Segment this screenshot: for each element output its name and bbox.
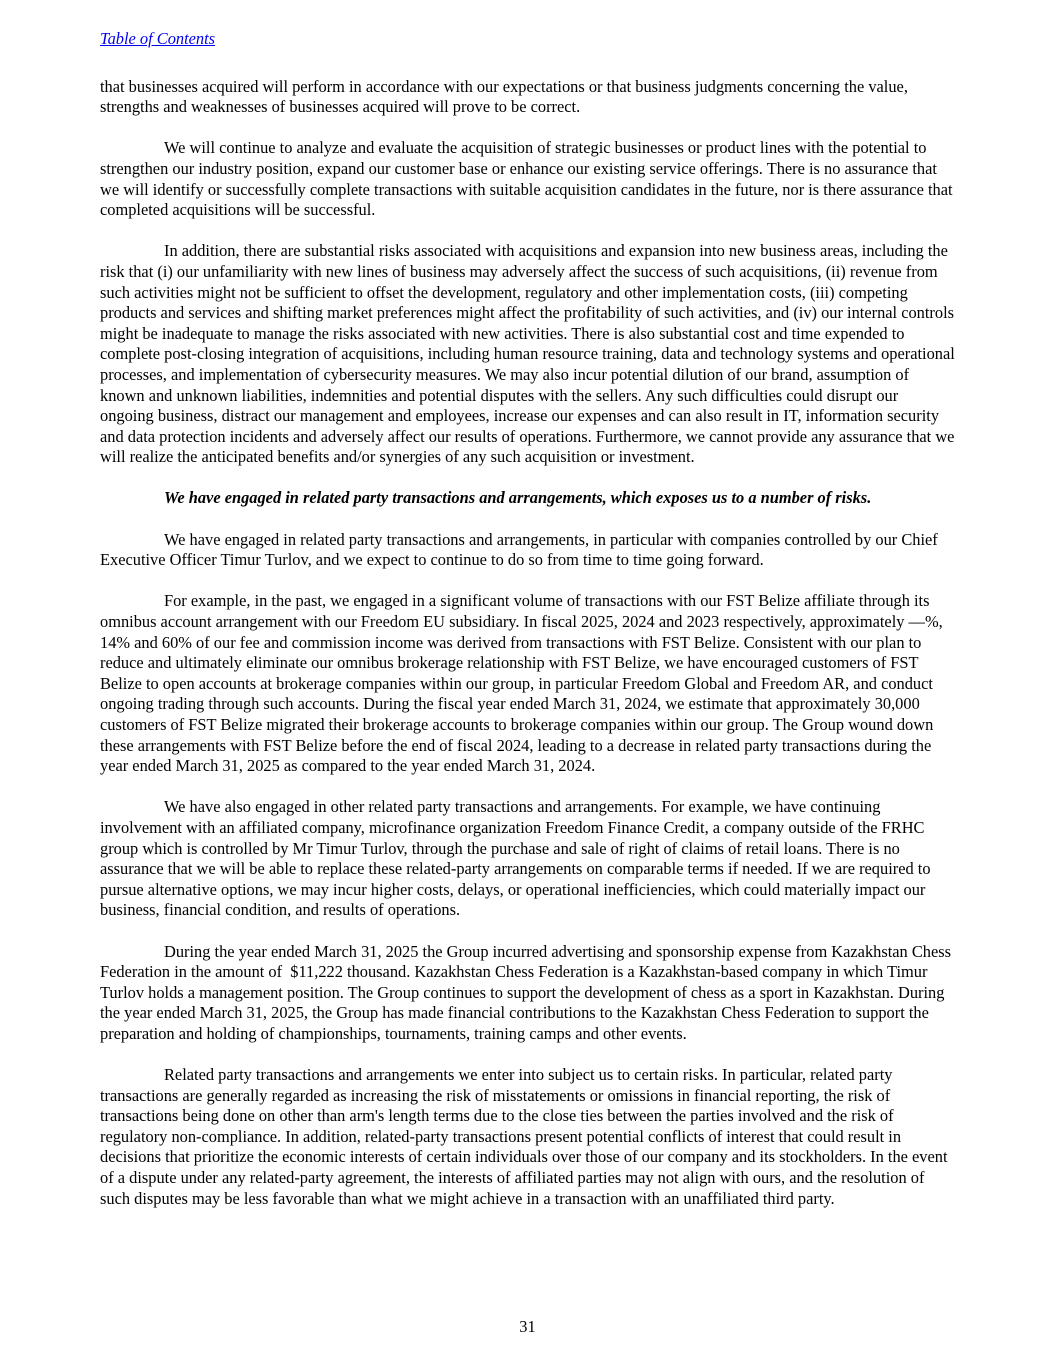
related-party-intro-paragraph: We have engaged in related party transactions and arrangements, in particular with companies controlled by our Chief Executive Officer Timur Turlov, and we expect to continue to do so from time to time going forward. [100,529,938,570]
intro-continuation-paragraph: that businesses acquired will perform in accordance with our expectations or that business judgments concerning the value, strengths and weaknesses of businesses acquired will prove to be correct. [100,76,908,117]
freedom-finance-credit-paragraph: We have also engaged in other related party transactions and arrangements. For example, we have continuing involvement with an affiliated company, microfinance organization Freedom Finance Credit, a company outside of the FRHC group which is controlled by Mr Timur Turlov, through the purchase and sale of right of claims of retail loans. There is no assurance that we will be able to replace these related-party arrangements on comparable terms if needed. If we are required to pursue alternative options, we may incur higher costs, delays, or operational inefficiencies, which could materially impact our business, financial condition, and results of operations. [100,797,931,920]
related-party-risk-heading: We have engaged in related party transactions and arrangements, which exposes us to a number of risks. [164,488,872,508]
table-of-contents-link[interactable]: Table of Contents [100,29,216,48]
related-party-risks-paragraph: Related party transactions and arrangements we enter into subject us to certain risks. In particular, related party transactions are generally regarded as increasing the risk of misstatements or omissions in financial reporting, the risk of transactions being done on other than arm's length terms due to the close ties between the parties involved and the risk of regulatory non-compliance. In addition, related-party transactions present potential conflicts of interest that could result in decisions that prioritize the economic interests of certain individuals over those of our company and its stockholders. In the event of a dispute under any related-party agreement, the interests of affiliated parties may not align with ours, and the resolution of such disputes may be less favorable than what we might achieve in a transaction with an unaffiliated third party. [100,1065,948,1208]
page-number: 31 [519,1317,536,1337]
chess-federation-paragraph: During the year ended March 31, 2025 the Group incurred advertising and sponsorship expense from Kazakhstan Chess Federation in the amount of $11,222 thousand. Kazakhstan Chess Federation is a Kazakhstan-based company in which Timur Turlov holds a management position. The Group continues to support the development of chess as a sport in Kazakhstan. During the year ended March 31, 2025, the Group has made financial contributions to the Kazakhstan Chess Federation to support the preparation and holding of championships, tournaments, training camps and other events. [100,941,951,1043]
fst-belize-paragraph: For example, in the past, we engaged in a significant volume of transactions with our FST Belize affiliate through its omnibus account arrangement with our Freedom EU subsidiary. In fiscal 2025, 2024 and 2023 respectively, approximately —%, 14% and 60% of our fee and commission income was derived from transactions with FST Belize. Consistent with our plan to reduce and ultimately eliminate our omnibus brokerage relationship with FST Belize, we have encouraged customers of FST Belize to open accounts at brokerage companies within our group, in particular Freedom Global and Freedom AR, and conduct ongoing trading through such accounts. During the fiscal year ended March 31, 2024, we estimate that approximately 30,000 customers of FST Belize migrated their brokerage accounts to brokerage companies within our group. The Group wound down these arrangements with FST Belize before the end of fiscal 2024, leading to a decrease in related party transactions during the year ended March 31, 2025 as compared to the year ended March 31, 2024. [100,591,943,776]
acquisitions-analysis-paragraph: We will continue to analyze and evaluate the acquisition of strategic businesses or product lines with the potential to strengthen our industry position, expand our customer base or enhance our existing service offerings. There is no assurance that we will identify or successfully complete transactions with suitable acquisition candidates in the future, nor is there assurance that completed acquisitions will be successful. [100,138,953,220]
acquisition-risks-paragraph: In addition, there are substantial risks associated with acquisitions and expansion into new business areas, including the risk that (i) our unfamiliarity with new lines of business may adversely affect the success of such acquisitions, (ii) revenue from such activities might not be sufficient to offset the development, regulatory and other implementation costs, (iii) competing products and services and shifting market preferences might affect the profitability of such activities, and (iv) our internal controls might be inadequate to manage the risks associated with new activities. There is also substantial cost and time expended to complete post-closing integration of acquisitions, including human resource training, data and technology systems and operational processes, and implementation of cybersecurity measures. We may also incur potential dilution of our brand, assumption of known and unknown liabilities, indemnities and potential disputes with the sellers. Any such difficulties could disrupt our ongoing business, distract our management and employees, increase our expenses and can also result in IT, information security and data protection incidents and adversely affect our results of operations. Furthermore, we cannot provide any assurance that we will realize the anticipated benefits and/or synergies of any such acquisition or investment. [100,241,955,467]
